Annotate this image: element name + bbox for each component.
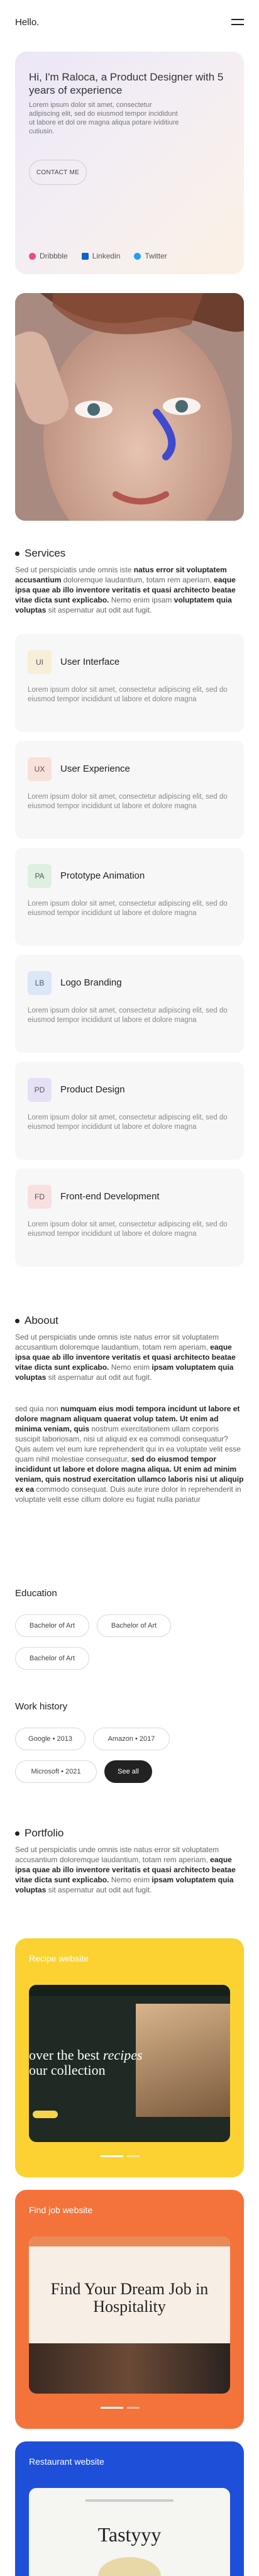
twitter-icon [134, 253, 141, 260]
recipe-website-preview [29, 1985, 230, 2142]
about-emphasis: eaque ipsa quae ab illo inventore veritatis et quasi architecto beatae vitae dicta sunt explicabo. [15, 1343, 236, 1372]
preview-text: our collection [29, 2062, 106, 2078]
service-title: User Experience [60, 763, 130, 774]
services-heading [15, 547, 65, 560]
education-chip[interactable]: Bachelor of Art [97, 1614, 171, 1637]
preview-text: over the best [29, 2047, 103, 2063]
service-badge: FD [28, 1185, 52, 1209]
portfolio-emphasis: ipsam voluptatem quia voluptas [15, 1875, 234, 1894]
education-chip[interactable]: Bachelor of Art [15, 1614, 89, 1637]
see-all-button[interactable]: See all [104, 1760, 152, 1783]
brand-logo[interactable]: Hello. [15, 17, 40, 28]
intro-emphasis: natus error sit voluptatem accusantium [15, 565, 227, 584]
preview-headline: Find Your Dream Job in Hospitality [50, 2280, 209, 2316]
about-heading-text: Aboout [25, 1314, 58, 1326]
about-text: Sed ut perspiciatis unde omnis iste natus error sit voluptatem accusantium doloremque laudantium, totam rem aperiam, [15, 1333, 219, 1352]
social-label: Dribbble [40, 252, 68, 260]
about-heading [15, 1314, 58, 1327]
hero-title: Hi, I'm Raloca, a Product Designer with 5 years of experience [29, 71, 224, 96]
services-heading-text: Services [25, 547, 66, 559]
portfolio-heading [15, 1827, 63, 1840]
about-paragraph-1 [15, 1332, 244, 1382]
intro-emphasis: eaque ipsa quae ab illo inventore veritatis et quasi architecto beatae vitae dicta sunt explicabo. [15, 575, 236, 604]
service-description: Lorem ipsum dolor sit amet, consectetur adipiscing elit, sed do eiusmod tempor incididunt ut labore et dolore magna [28, 900, 228, 917]
portfolio-card-job[interactable] [15, 2190, 244, 2429]
social-links [29, 252, 167, 260]
portfolio-card-recipe[interactable] [15, 1938, 244, 2177]
portrait-illustration [15, 293, 244, 521]
about-text: Nemo enim [109, 1363, 152, 1372]
portfolio-text: Sed ut perspiciatis unde omnis iste natus error sit voluptatem accusantium doloremque laudantium, totam rem aperiam, [15, 1845, 219, 1864]
contact-me-button[interactable]: CONTACT ME [29, 160, 87, 185]
social-label: Linkedin [92, 252, 121, 260]
work-chip[interactable]: Amazon • 2017 [93, 1728, 170, 1750]
portfolio-emphasis: eaque ipsa quae ab illo inventore veritatis et quasi architecto beatae vitae dicta sunt explicabo. [15, 1855, 236, 1884]
top-bar [0, 0, 259, 45]
about-paragraph-2 [15, 1404, 244, 1504]
intro-text: sit aspernatur aut odit aut fugit. [46, 606, 152, 614]
preview-navbar [29, 2236, 230, 2246]
bullet-icon [15, 1831, 19, 1836]
service-description: Lorem ipsum dolor sit amet, consectetur adipiscing elit, sed do eiusmod tempor incididunt ut labore et dolore magna [28, 793, 228, 810]
preview-navbar [29, 1985, 230, 1996]
education-heading: Education [15, 1588, 57, 1599]
service-title: User Interface [60, 657, 120, 667]
portfolio-label: Recipe website [29, 1953, 89, 1963]
dot [101, 2155, 123, 2157]
preview-headline [29, 2048, 155, 2078]
services-intro [15, 565, 244, 615]
bullet-icon [15, 552, 19, 556]
service-description: Lorem ipsum dolor sit amet, consectetur adipiscing elit, sed do eiusmod tempor incididunt ut labore et dolore magna [28, 1221, 228, 1238]
preview-dish-image [98, 2557, 161, 2576]
intro-text: Sed ut perspiciatis unde omnis iste [15, 565, 134, 574]
service-description: Lorem ipsum dolor sit amet, consectetur adipiscing elit, sed do eiusmod tempor incididunt ut labore et dolore magna [28, 1114, 228, 1131]
about-text: commodo consequat. Duis aute irure dolor in reprehenderit in voluptate velit esse cillum dolore eu fugiat nulla pariatur [15, 1485, 241, 1504]
portfolio-text: sit aspernatur aut odit aut fugit. [46, 1885, 152, 1894]
service-description: Lorem ipsum dolor sit amet, consectetur adipiscing elit, sed do eiusmod tempor incididunt ut labore et dolore magna [28, 1007, 228, 1024]
job-website-preview [29, 2236, 230, 2394]
service-card-ux[interactable] [15, 741, 244, 839]
hero-card [15, 52, 244, 274]
about-text: sit aspernatur aut odit aut fugit. [46, 1373, 152, 1382]
preview-navbar [85, 2499, 174, 2502]
carousel-indicator[interactable] [101, 2155, 140, 2157]
service-card-ui[interactable] [15, 634, 244, 732]
portfolio-text: Nemo enim [109, 1875, 152, 1884]
carousel-indicator[interactable] [101, 2407, 140, 2409]
service-card-pd[interactable] [15, 1062, 244, 1160]
service-badge: UI [28, 650, 52, 674]
social-label: Twitter [145, 252, 167, 260]
portfolio-card-restaurant[interactable] [15, 2441, 244, 2576]
portrait-photo [15, 293, 244, 521]
dribbble-icon [29, 253, 36, 260]
restaurant-website-preview [29, 2488, 230, 2576]
preview-cta [33, 2111, 58, 2118]
service-badge: PA [28, 864, 52, 888]
social-link-dribbble[interactable] [29, 252, 68, 260]
dot [127, 2407, 140, 2409]
hero-description: Lorem ipsum dolor sit amet, consectetur adipiscing elit, sed do eiusmod tempor incididunt ut labore et dol ore magna aliqua potare ividitiure cutiusin. [29, 101, 179, 135]
intro-text: Nemo enim ipsam [109, 596, 174, 604]
service-title: Prototype Animation [60, 870, 145, 881]
bullet-icon [15, 1319, 19, 1323]
about-text: nostrum exercitationem ullam corporis suscipit laboriosam, nisi ut aliquid ex ea commodi consequatur? Quis autem vel eum iure reprehenderit qui in ea voluptate velit esse quam nihil molestiae consequatur, [15, 1424, 241, 1463]
work-chip[interactable]: Google • 2013 [15, 1728, 85, 1750]
service-card-lb[interactable] [15, 955, 244, 1053]
linkedin-icon [82, 253, 89, 260]
service-card-fd[interactable] [15, 1169, 244, 1267]
portfolio-intro [15, 1845, 244, 1895]
about-emphasis: ipsam voluptatem quia voluptas [15, 1363, 234, 1382]
intro-text: doloremque laudantium, totam rem aperiam, [61, 575, 214, 584]
work-history-heading: Work history [15, 1701, 68, 1712]
portfolio-label: Find job website [29, 2205, 93, 2215]
service-title: Product Design [60, 1084, 125, 1095]
service-badge: LB [28, 971, 52, 995]
service-title: Front-end Development [60, 1191, 160, 1202]
education-chip[interactable]: Bachelor of Art [15, 1647, 89, 1670]
preview-text: recipes [102, 2047, 143, 2063]
about-emphasis: numquam eius modi tempora incidunt ut labore et dolore magnam aliquam quaerat volup tatem. Ut enim ad minima veniam, quis [15, 1404, 240, 1433]
portfolio-label: Restaurant website [29, 2457, 104, 2467]
dot [101, 2407, 123, 2409]
service-badge: PD [28, 1078, 52, 1102]
about-text: sed quia non [15, 1404, 61, 1413]
portfolio-heading-text: Portfolio [25, 1827, 64, 1839]
about-emphasis: sed do eiusmod tempor incididunt ut labore et dolore magna aliqua. Ut enim ad minim veniam, quis nostrud exercitation ullamco laboris nisi ut aliquip ex ea [15, 1455, 244, 1494]
work-chip[interactable]: Microsoft • 2021 [15, 1760, 97, 1783]
intro-emphasis: voluptatem quia voluptas [15, 596, 232, 614]
social-link-twitter[interactable] [134, 252, 167, 260]
social-link-linkedin[interactable] [82, 252, 121, 260]
service-description: Lorem ipsum dolor sit amet, consectetur adipiscing elit, sed do eiusmod tempor incididunt ut labore et dolore magna [28, 686, 228, 703]
hamburger-menu-icon[interactable] [231, 19, 244, 26]
preview-headline: Tastyyy [97, 2523, 162, 2546]
service-title: Logo Branding [60, 977, 122, 988]
preview-image-strip [29, 2343, 230, 2394]
service-card-pa[interactable] [15, 848, 244, 946]
dot [127, 2155, 140, 2157]
service-badge: UX [28, 757, 52, 781]
